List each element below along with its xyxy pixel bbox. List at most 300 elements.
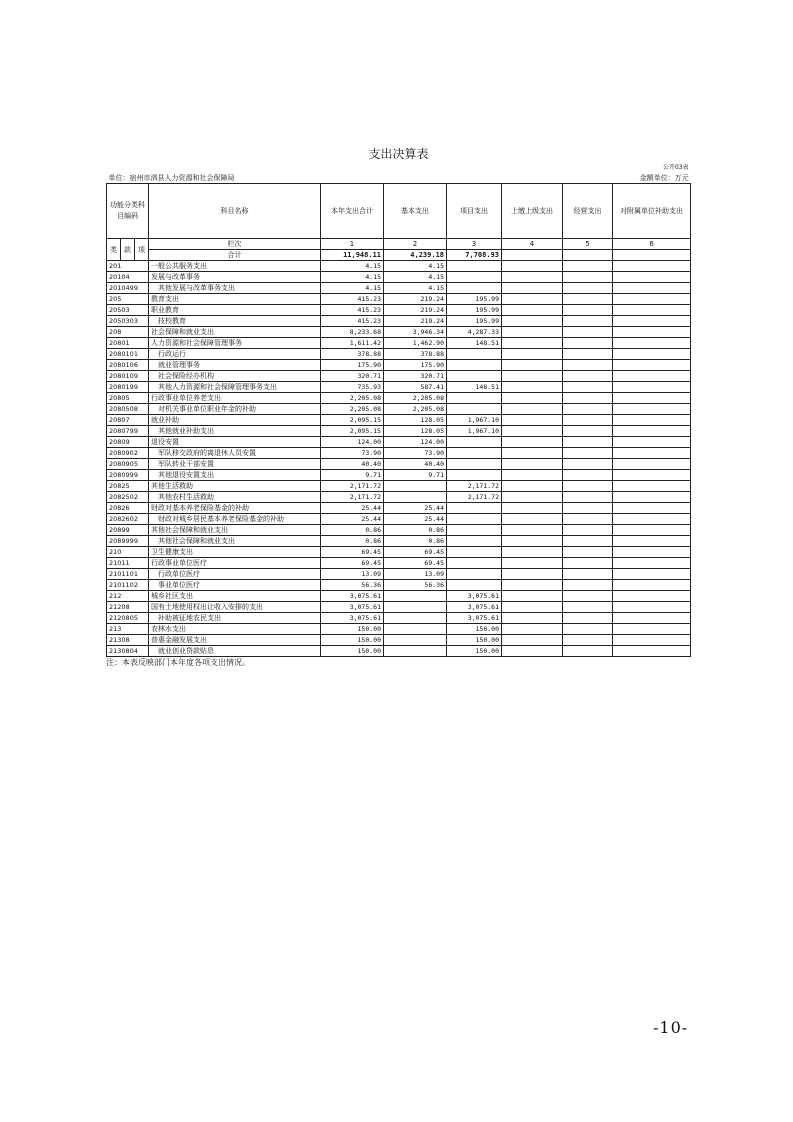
row-name: 财政对基本养老保险基金的补助 xyxy=(149,503,321,514)
row-project: 150.00 xyxy=(447,624,502,635)
total-label: 合计 xyxy=(149,250,321,261)
total-row xyxy=(107,250,691,261)
row-basic: 4.15 xyxy=(384,283,447,294)
table-title: 支出决算表 xyxy=(368,147,429,161)
row-project xyxy=(447,261,502,272)
header-project: 项目支出 xyxy=(447,184,502,239)
row-name: 技校教育 xyxy=(149,316,321,327)
row-name: 其他人力资源和社会保障管理事务支出 xyxy=(149,382,321,393)
row-subsidy xyxy=(613,426,691,437)
row-business xyxy=(563,580,613,591)
row-code: 21011 xyxy=(107,558,149,569)
row-name: 对机关事业单位职业年金的补助 xyxy=(149,404,321,415)
row-name: 国有土地使用权出让收入安排的支出 xyxy=(149,602,321,613)
row-basic: 69.45 xyxy=(384,547,447,558)
row-subsidy xyxy=(613,371,691,382)
table-row xyxy=(107,547,691,558)
row-subsidy xyxy=(613,646,691,657)
row-name: 就业管理事务 xyxy=(149,360,321,371)
row-name: 行政运行 xyxy=(149,349,321,360)
row-business xyxy=(563,294,613,305)
row-name: 普惠金融发展支出 xyxy=(149,635,321,646)
row-basic: 175.90 xyxy=(384,360,447,371)
row-business xyxy=(563,602,613,613)
row-remit xyxy=(502,635,563,646)
row-project xyxy=(447,514,502,525)
row-subsidy xyxy=(613,536,691,547)
row-code: 2080199 xyxy=(107,382,149,393)
row-subsidy xyxy=(613,547,691,558)
row-project: 1,967.10 xyxy=(447,415,502,426)
row-project xyxy=(447,437,502,448)
row-basic: 13.09 xyxy=(384,569,447,580)
row-total: 9.71 xyxy=(321,470,384,481)
row-name: 就业创业贷款贴息 xyxy=(149,646,321,657)
row-project: 148.51 xyxy=(447,338,502,349)
header-lei: 类 xyxy=(107,239,121,261)
row-business xyxy=(563,283,613,294)
row-subsidy xyxy=(613,272,691,283)
row-project xyxy=(447,371,502,382)
table-row xyxy=(107,305,691,316)
row-total: 0.86 xyxy=(321,536,384,547)
row-code: 2080902 xyxy=(107,448,149,459)
table-row xyxy=(107,481,691,492)
row-basic: 40.40 xyxy=(384,459,447,470)
row-total: 3,075.61 xyxy=(321,613,384,624)
expenditure-table xyxy=(106,146,691,657)
header-kuan: 款 xyxy=(121,239,135,261)
row-remit xyxy=(502,613,563,624)
row-project xyxy=(447,569,502,580)
row-project: 3,075.61 xyxy=(447,591,502,602)
row-name: 人力资源和社会保障管理事务 xyxy=(149,338,321,349)
row-name: 其他就业补助支出 xyxy=(149,426,321,437)
row-total: 2,095.15 xyxy=(321,426,384,437)
row-code: 20809 xyxy=(107,437,149,448)
row-basic: 25.44 xyxy=(384,503,447,514)
row-code: 20104 xyxy=(107,272,149,283)
row-code: 20899 xyxy=(107,525,149,536)
row-basic xyxy=(384,646,447,657)
row-basic: 56.36 xyxy=(384,580,447,591)
row-subsidy xyxy=(613,569,691,580)
row-name: 一般公共服务支出 xyxy=(149,261,321,272)
row-business xyxy=(563,624,613,635)
row-basic: 219.24 xyxy=(384,316,447,327)
row-basic: 3,946.34 xyxy=(384,327,447,338)
row-code: 212 xyxy=(107,591,149,602)
row-subsidy xyxy=(613,481,691,492)
table-row xyxy=(107,635,691,646)
row-total: 13.09 xyxy=(321,569,384,580)
row-total: 378.88 xyxy=(321,349,384,360)
row-remit xyxy=(502,602,563,613)
row-basic: 378.88 xyxy=(384,349,447,360)
row-name: 退役安置 xyxy=(149,437,321,448)
row-project: 3,075.61 xyxy=(447,613,502,624)
row-basic xyxy=(384,635,447,646)
row-basic: 4.15 xyxy=(384,261,447,272)
row-business xyxy=(563,327,613,338)
row-basic: 320.71 xyxy=(384,371,447,382)
row-project xyxy=(447,558,502,569)
row-subsidy xyxy=(613,415,691,426)
row-remit xyxy=(502,503,563,514)
row-total: 3,075.61 xyxy=(321,591,384,602)
row-total: 1,611.42 xyxy=(321,338,384,349)
header-remit: 上缴上级支出 xyxy=(502,184,563,239)
row-code: 2101101 xyxy=(107,569,149,580)
row-name: 事业单位医疗 xyxy=(149,580,321,591)
row-project: 150.00 xyxy=(447,635,502,646)
header-lanci: 栏次 xyxy=(149,239,321,250)
row-remit xyxy=(502,558,563,569)
row-remit xyxy=(502,448,563,459)
header-code: 功能分类科目编码 xyxy=(107,184,149,239)
row-subsidy xyxy=(613,503,691,514)
header-business: 经营支出 xyxy=(563,184,613,239)
table-row xyxy=(107,261,691,272)
form-number: 公开03表 xyxy=(662,164,689,171)
row-business xyxy=(563,481,613,492)
row-business xyxy=(563,591,613,602)
row-basic: 124.00 xyxy=(384,437,447,448)
row-code: 2080109 xyxy=(107,371,149,382)
row-total: 2,171.72 xyxy=(321,481,384,492)
col-index-1: 1 xyxy=(321,239,384,250)
row-business xyxy=(563,558,613,569)
table-row xyxy=(107,415,691,426)
row-total: 150.00 xyxy=(321,646,384,657)
row-business xyxy=(563,569,613,580)
table-row xyxy=(107,371,691,382)
header-name: 科目名称 xyxy=(149,184,321,239)
row-code: 2130804 xyxy=(107,646,149,657)
row-total: 25.44 xyxy=(321,514,384,525)
row-basic xyxy=(384,481,447,492)
row-subsidy xyxy=(613,437,691,448)
table-row xyxy=(107,426,691,437)
table-row xyxy=(107,613,691,624)
row-total: 415.23 xyxy=(321,305,384,316)
row-code: 210 xyxy=(107,547,149,558)
row-name: 其他社会保障和就业支出 xyxy=(149,525,321,536)
row-subsidy xyxy=(613,448,691,459)
row-code: 2080799 xyxy=(107,426,149,437)
table-row xyxy=(107,448,691,459)
table-row xyxy=(107,470,691,481)
row-project: 2,171.72 xyxy=(447,492,502,503)
row-business xyxy=(563,426,613,437)
row-total: 25.44 xyxy=(321,503,384,514)
row-code: 20801 xyxy=(107,338,149,349)
row-project xyxy=(447,536,502,547)
table-row xyxy=(107,459,691,470)
row-subsidy xyxy=(613,470,691,481)
row-project: 2,171.72 xyxy=(447,481,502,492)
row-subsidy xyxy=(613,558,691,569)
table-row xyxy=(107,580,691,591)
row-code: 21208 xyxy=(107,602,149,613)
row-subsidy xyxy=(613,393,691,404)
row-business xyxy=(563,492,613,503)
row-basic xyxy=(384,492,447,503)
row-remit xyxy=(502,569,563,580)
row-remit xyxy=(502,514,563,525)
table-row xyxy=(107,503,691,514)
row-basic: 128.05 xyxy=(384,426,447,437)
header-xiang: 项 xyxy=(135,239,149,261)
row-basic xyxy=(384,624,447,635)
row-code: 2120805 xyxy=(107,613,149,624)
row-basic: 0.86 xyxy=(384,536,447,547)
row-subsidy xyxy=(613,613,691,624)
row-subsidy xyxy=(613,283,691,294)
row-name: 行政事业单位医疗 xyxy=(149,558,321,569)
row-total: 69.45 xyxy=(321,547,384,558)
row-basic: 9.71 xyxy=(384,470,447,481)
table-row xyxy=(107,514,691,525)
row-name: 卫生健康支出 xyxy=(149,547,321,558)
row-name: 其他社会保障和就业支出 xyxy=(149,536,321,547)
header-subsidy: 对附属单位补助支出 xyxy=(613,184,691,239)
row-remit xyxy=(502,624,563,635)
row-remit xyxy=(502,459,563,470)
row-remit xyxy=(502,393,563,404)
row-code: 2080905 xyxy=(107,459,149,470)
row-total: 415.23 xyxy=(321,294,384,305)
row-name: 其他发展与改革事务支出 xyxy=(149,283,321,294)
row-basic: 128.05 xyxy=(384,415,447,426)
row-remit xyxy=(502,316,563,327)
row-remit xyxy=(502,261,563,272)
table-row xyxy=(107,327,691,338)
row-total: 735.93 xyxy=(321,382,384,393)
col-index-4: 4 xyxy=(502,239,563,250)
row-total: 124.00 xyxy=(321,437,384,448)
row-name: 城乡社区支出 xyxy=(149,591,321,602)
row-subsidy xyxy=(613,327,691,338)
row-business xyxy=(563,503,613,514)
row-name: 就业补助 xyxy=(149,415,321,426)
table-row xyxy=(107,316,691,327)
row-code: 2089999 xyxy=(107,536,149,547)
row-remit xyxy=(502,327,563,338)
row-basic xyxy=(384,591,447,602)
row-business xyxy=(563,349,613,360)
row-remit xyxy=(502,360,563,371)
table-row xyxy=(107,338,691,349)
table-note: 注：本表反映部门本年度各项支出情况。 xyxy=(106,658,250,667)
row-remit xyxy=(502,525,563,536)
row-business xyxy=(563,382,613,393)
row-project: 3,075.61 xyxy=(447,602,502,613)
table-row xyxy=(107,591,691,602)
row-business xyxy=(563,613,613,624)
row-name: 其他农村生活救助 xyxy=(149,492,321,503)
row-code: 20825 xyxy=(107,481,149,492)
row-remit xyxy=(502,415,563,426)
row-remit xyxy=(502,294,563,305)
row-code: 2080999 xyxy=(107,470,149,481)
row-total: 69.45 xyxy=(321,558,384,569)
row-code: 208 xyxy=(107,327,149,338)
table-row xyxy=(107,492,691,503)
row-subsidy xyxy=(613,261,691,272)
row-remit xyxy=(502,580,563,591)
total-total: 11,948.11 xyxy=(321,250,384,261)
row-total: 0.86 xyxy=(321,525,384,536)
row-project: 148.51 xyxy=(447,382,502,393)
row-subsidy xyxy=(613,459,691,470)
row-project xyxy=(447,272,502,283)
table-row xyxy=(107,360,691,371)
row-remit xyxy=(502,536,563,547)
row-total: 56.36 xyxy=(321,580,384,591)
row-business xyxy=(563,459,613,470)
row-code: 2080106 xyxy=(107,360,149,371)
row-remit xyxy=(502,492,563,503)
row-remit xyxy=(502,470,563,481)
row-subsidy xyxy=(613,591,691,602)
row-business xyxy=(563,404,613,415)
row-project: 195.99 xyxy=(447,316,502,327)
row-basic xyxy=(384,602,447,613)
row-remit xyxy=(502,382,563,393)
row-total: 4.15 xyxy=(321,283,384,294)
row-remit xyxy=(502,646,563,657)
row-total: 40.40 xyxy=(321,459,384,470)
row-project: 195.99 xyxy=(447,294,502,305)
row-subsidy xyxy=(613,580,691,591)
row-code: 201 xyxy=(107,261,149,272)
row-project xyxy=(447,459,502,470)
col-index-2: 2 xyxy=(384,239,447,250)
row-remit xyxy=(502,426,563,437)
row-code: 21308 xyxy=(107,635,149,646)
header-basic: 基本支出 xyxy=(384,184,447,239)
row-basic: 1,462.90 xyxy=(384,338,447,349)
row-subsidy xyxy=(613,525,691,536)
table-row xyxy=(107,646,691,657)
row-subsidy xyxy=(613,624,691,635)
row-subsidy xyxy=(613,404,691,415)
row-name: 军队转业干部安置 xyxy=(149,459,321,470)
table-row xyxy=(107,602,691,613)
row-total: 175.90 xyxy=(321,360,384,371)
row-code: 2080101 xyxy=(107,349,149,360)
row-code: 2080508 xyxy=(107,404,149,415)
row-project xyxy=(447,393,502,404)
row-code: 2082602 xyxy=(107,514,149,525)
table-row xyxy=(107,382,691,393)
row-subsidy xyxy=(613,635,691,646)
table-row xyxy=(107,283,691,294)
row-business xyxy=(563,393,613,404)
row-project xyxy=(447,470,502,481)
unit-label: 单位：宿州市泗县人力资源和社会保障局 xyxy=(107,173,502,184)
table-row xyxy=(107,624,691,635)
row-remit xyxy=(502,349,563,360)
row-code: 2010499 xyxy=(107,283,149,294)
row-project xyxy=(447,525,502,536)
row-total: 2,205.08 xyxy=(321,393,384,404)
row-name: 农林水支出 xyxy=(149,624,321,635)
row-remit xyxy=(502,404,563,415)
row-business xyxy=(563,415,613,426)
row-basic: 4.15 xyxy=(384,272,447,283)
row-name: 补助被征地农民支出 xyxy=(149,613,321,624)
row-name: 教育支出 xyxy=(149,294,321,305)
row-remit xyxy=(502,338,563,349)
row-project xyxy=(447,283,502,294)
row-subsidy xyxy=(613,349,691,360)
total-subsidy xyxy=(613,250,691,261)
row-business xyxy=(563,261,613,272)
row-name: 行政事业单位养老支出 xyxy=(149,393,321,404)
row-business xyxy=(563,635,613,646)
row-code: 20805 xyxy=(107,393,149,404)
row-name: 其他生活救助 xyxy=(149,481,321,492)
row-total: 415.23 xyxy=(321,316,384,327)
expenditure-sheet xyxy=(106,146,690,669)
row-remit xyxy=(502,371,563,382)
row-total: 2,095.15 xyxy=(321,415,384,426)
table-row xyxy=(107,525,691,536)
row-business xyxy=(563,547,613,558)
row-name: 财政对城乡居民基本养老保险基金的补助 xyxy=(149,514,321,525)
row-total: 150.00 xyxy=(321,635,384,646)
row-project: 195.99 xyxy=(447,305,502,316)
table-row xyxy=(107,404,691,415)
total-remit xyxy=(502,250,563,261)
row-code: 20826 xyxy=(107,503,149,514)
row-business xyxy=(563,646,613,657)
row-subsidy xyxy=(613,305,691,316)
row-subsidy xyxy=(613,338,691,349)
row-basic: 2,205.08 xyxy=(384,393,447,404)
row-name: 军队移交政府的离退休人员安置 xyxy=(149,448,321,459)
row-total: 320.71 xyxy=(321,371,384,382)
table-row xyxy=(107,272,691,283)
row-basic: 2,205.08 xyxy=(384,404,447,415)
row-project xyxy=(447,547,502,558)
row-project xyxy=(447,580,502,591)
row-project xyxy=(447,404,502,415)
total-basic: 4,239.18 xyxy=(384,250,447,261)
table-row xyxy=(107,349,691,360)
row-project xyxy=(447,503,502,514)
row-code: 2082502 xyxy=(107,492,149,503)
row-basic: 219.24 xyxy=(384,305,447,316)
row-basic: 587.41 xyxy=(384,382,447,393)
row-remit xyxy=(502,547,563,558)
row-name: 其他退役安置支出 xyxy=(149,470,321,481)
row-subsidy xyxy=(613,492,691,503)
row-name: 社会保障和就业支出 xyxy=(149,327,321,338)
col-index-3: 3 xyxy=(447,239,502,250)
row-total: 2,205.08 xyxy=(321,404,384,415)
row-subsidy xyxy=(613,514,691,525)
row-basic: 25.44 xyxy=(384,514,447,525)
row-basic: 73.90 xyxy=(384,448,447,459)
row-subsidy xyxy=(613,294,691,305)
row-remit xyxy=(502,481,563,492)
row-remit xyxy=(502,591,563,602)
row-project: 4,287.33 xyxy=(447,327,502,338)
row-subsidy xyxy=(613,360,691,371)
